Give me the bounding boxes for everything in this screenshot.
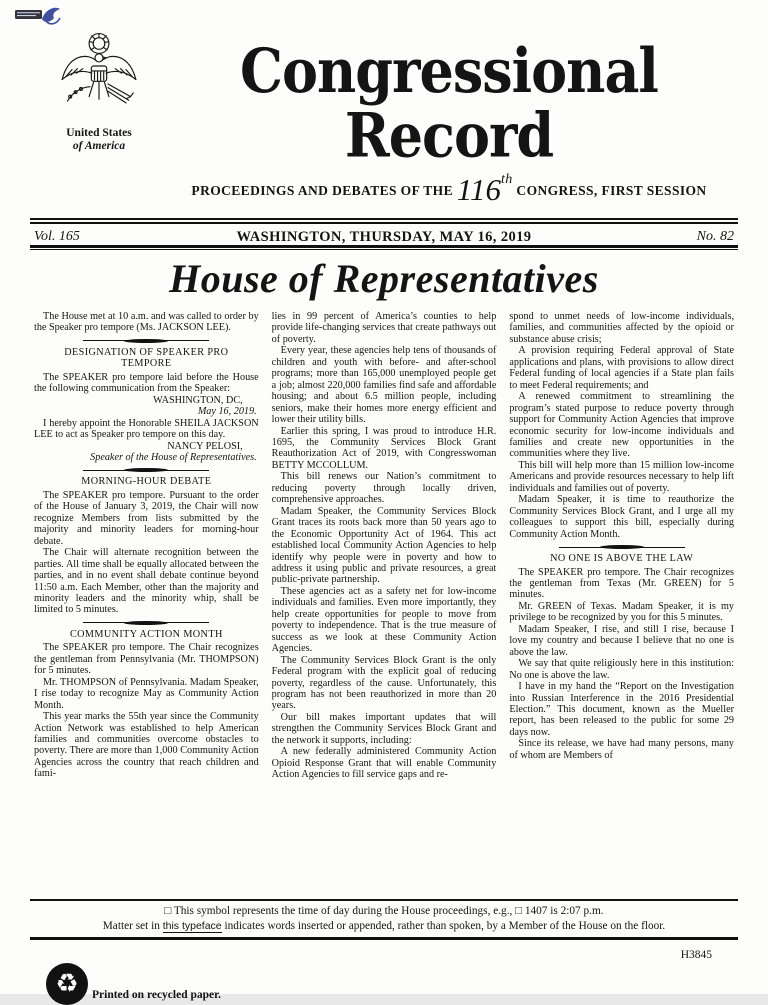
body-paragraph: We say that quite religiously here in this institution: No one is above the law. — [509, 658, 735, 681]
body-paragraph: I hereby appoint the Honorable SHEILA JACKSON LEE to act as Speaker pro tempore on this day. — [34, 417, 259, 441]
body-paragraph: A provision requiring Federal approval of State applications and plans, with provisions to allow direct Federal funding of local agencies if a State plan fails to meet Federal requirements; and — [509, 345, 735, 391]
proceedings-line — [158, 172, 740, 208]
body-paragraph: Mr. GREEN of Texas. Madam Speaker, it is my privilege to be recognized by you for this 5 minutes. — [509, 600, 735, 624]
great-seal-icon — [54, 30, 144, 120]
attribution-line: Speaker of the House of Representatives. — [90, 451, 257, 463]
issue-date: WASHINGTON, THURSDAY, MAY 16, 2019 — [236, 229, 532, 245]
body-paragraph: Our bill makes important updates that will strengthen the Community Services Block Grant and the network it supports, including: — [271, 711, 497, 746]
body-paragraph: Since its release, we have had many persons, many of whom are Members of — [509, 738, 735, 761]
body-paragraph: spond to unmet needs of low-income individuals, families, and communities affected by the opioid or substance abuse crisis; — [509, 311, 735, 345]
issue-number: No. 82 — [696, 229, 734, 244]
volume-label: Vol. 165 — [34, 229, 80, 244]
typeface-note — [0, 920, 768, 932]
time-symbol-note: □ This symbol represents the time of day during the House proceedings, e.g., □ 1407 is 2:07 p.m. — [164, 904, 604, 917]
proceedings-prefix: PROCEEDINGS AND DEBATES OF THE — [191, 183, 457, 198]
congress-ordinal: th — [500, 172, 513, 187]
seal-caption — [40, 127, 158, 153]
recycle-icon: ♻ — [46, 963, 88, 1005]
body-paragraph: Earlier this spring, I was proud to introduce H.R. 1695, the Community Services Block Grant Reauthorization Act of 2019, with Congresswoman BETTY MCCOLLUM. — [271, 425, 497, 471]
column-2 — [272, 311, 497, 899]
body-paragraph: This bill renews our Nation’s commitment to reducing poverty through locally driven, comprehensive approaches. — [271, 471, 497, 506]
footer-bottom-rule — [30, 937, 738, 940]
proceedings-suffix: CONGRESS, FIRST SESSION — [512, 183, 707, 198]
body-paragraph: Madam Speaker, it is time to reauthorize the Community Services Block Grant, and I urge all my colleagues to support this bill, especially during Community Action Month. — [509, 494, 735, 540]
body-paragraph: I have in my hand the “Report on the Investigation into Russian Interference in the 2016 Presidential Election.” This document, known as the Mueller report, has been released to the public for some 29 days now. — [509, 681, 735, 738]
body-paragraph: A renewed commitment to streamlining the program’s stated purpose to reduce poverty through support for Community Action Agencies that improve economic security for low-income individuals and families and create new opportunities in the communities where they live. — [509, 391, 735, 460]
section-divider — [83, 620, 209, 626]
body-paragraph: This bill will help more than 15 million low-income Americans and provide resources necessary to help lift individuals and families out of poverty. — [509, 459, 735, 494]
section-divider — [83, 467, 209, 473]
attribution-line: NANCY PELOSI, — [167, 440, 243, 452]
body-paragraph: Mr. THOMPSON of Pennsylvania. Madam Speaker, I rise today to recognize May as Community Action Month. — [34, 676, 259, 711]
masthead-right — [158, 30, 740, 208]
body-paragraph: lies in 99 percent of America’s counties to help provide life-changing services that create pathways out of poverty. — [271, 311, 497, 345]
section-divider — [83, 338, 209, 344]
body-paragraph: These agencies act as a safety net for low-income individuals and families. Even more importantly, they help create opportunities for people to move from poverty to independence. That is the true measure of success as we look at these Community Action Agencies. — [271, 585, 497, 655]
body-paragraph: The SPEAKER pro tempore. Pursuant to the order of the House of January 3, 2019, the Chair will now recognize Members from lists submitted by the majority and minority leaders for morning-hour debate. — [34, 489, 259, 547]
body-paragraph: This year marks the 55th year since the Community Action Network was established to help American families and communities overcome obstacles to poverty. There are more than 1,000 Community Action Agencies across the country that reach children and fami- — [34, 711, 259, 780]
page-footer — [0, 899, 768, 1005]
body-paragraph: Madam Speaker, I rise, and still I rise, because I love my country and because I believe that no one is above the law. — [509, 623, 735, 658]
issue-info-row — [34, 224, 734, 245]
attribution-line: May 16, 2019. — [197, 406, 257, 418]
body-paragraph: A new federally administered Community Action Opioid Response Grant that will enable Community Action Agencies to fill service gaps and re- — [271, 746, 497, 781]
section-divider — [559, 544, 685, 550]
folio-page-number: H3845 — [680, 949, 712, 961]
section-heading: COMMUNITY ACTION MONTH — [69, 628, 223, 640]
typeface-note-suffix: indicates words inserted or appended, rather than spoken, by a Member of the House on the floor. — [221, 920, 666, 932]
congress-number: 116 — [456, 172, 501, 207]
gpo-authentication-stamp-icon — [13, 5, 65, 36]
body-paragraph: Madam Speaker, the Community Services Block Grant traces its roots back more than 50 years ago to the Economic Opportunity Act of 1964. This act established local Community Action Agencies to help identify why people were in poverty and how to address it using public and private resources, a great public-private partnership. — [271, 505, 497, 586]
chamber-title: House of Representatives — [169, 256, 599, 301]
typeface-note-prefix: Matter set in — [102, 920, 163, 932]
typeface-sample: this typeface — [162, 920, 222, 932]
publication-title: Congressional Record — [240, 34, 658, 172]
body-paragraph: The Community Services Block Grant is the only Federal program with the explicit goal of reducing poverty, regardless of the cause. Unfortunately, this program has not been reauthorized in more than 20 years. — [271, 654, 497, 712]
masthead — [0, 0, 768, 208]
seal-block — [40, 30, 158, 208]
column-3 — [509, 311, 734, 899]
body-paragraph: The House met at 10 a.m. and was called to order by the Speaker pro tempore (Ms. JACKSON LEE). — [34, 311, 259, 334]
body-paragraph: The SPEAKER pro tempore. The Chair recognizes the gentleman from Texas (Mr. GREEN) for 5 minutes. — [509, 566, 735, 601]
body-paragraph: The SPEAKER pro tempore. The Chair recognizes the gentleman from Pennsylvania (Mr. THOMPSON) for 5 minutes. — [34, 642, 259, 677]
body-paragraph: Every year, these agencies help tens of thousands of children and youth with before- and after-school programs; more than 165,000 unemployed people get a job; almost 220,000 families find safe and affordable housing; and about 6.5 million people, including seniors, make their homes more energy efficient and lower their utility bills. — [271, 345, 497, 426]
section-heading: MORNING-HOUR DEBATE — [81, 476, 212, 488]
footer-top-rule — [30, 899, 738, 901]
section-heading: NO ONE IS ABOVE THE LAW — [550, 553, 694, 565]
seal-caption-line1: United States — [66, 127, 132, 139]
seal-caption-line2: of America — [72, 140, 126, 152]
body-paragraph: The Chair will alternate recognition between the parties. All time shall be equally allocated between the parties, and in no event shall debate continue beyond 11:50 a.m. Each Member, other than the majority and minority leaders and the minority whip, shall be limited to 5 minutes. — [34, 547, 259, 616]
recycled-paper-note — [0, 963, 768, 1005]
recycle-note-text: Printed on recycled paper. — [92, 989, 222, 1001]
section-heading: DESIGNATION OF SPEAKER PRO TEMPORE — [64, 346, 229, 370]
column-1 — [34, 311, 259, 899]
body-paragraph: The SPEAKER pro tempore laid before the House the following communication from the Speaker: — [34, 371, 259, 395]
article-columns — [0, 311, 768, 899]
attribution-line: WASHINGTON, DC, — [153, 394, 243, 406]
